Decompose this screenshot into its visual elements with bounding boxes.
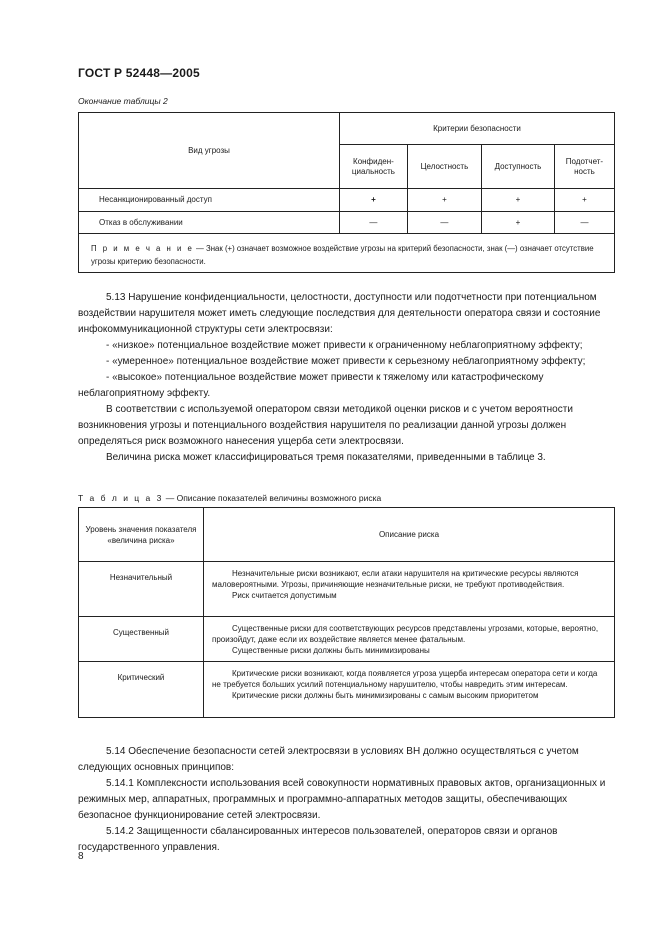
description-line: Существенные риски должны быть минимизированы: [232, 646, 430, 655]
table3-caption-prefix: Т а б л и ц а 3: [78, 493, 164, 503]
table-row: [79, 562, 615, 617]
subheader-confidentiality: Конфиден- циальность: [340, 145, 408, 189]
table-row: [79, 662, 615, 718]
criteria-header: Критерии безопасности: [340, 113, 615, 145]
description-line: Критические риски возникают, когда появляется угроза ущерба интересам оператора сети и когда не требуется больших усилий потенциальному нарушителю, чтобы навредить этим интересам.: [212, 669, 598, 689]
note-text: — Знак (+) означает возможное воздействие угрозы на критерий безопасности, знак (—) означает отсутствие угрозы критерию безопасности.: [91, 244, 594, 266]
table2-caption: Окончание таблицы 2: [78, 96, 168, 106]
table-row: [79, 617, 615, 662]
subheader-availability: Доступность: [482, 145, 555, 189]
risk-level-header: Уровень значения показателя «величина риска»: [79, 508, 204, 562]
paragraph: - «высокое» потенциальное воздействие может привести к тяжелому или катастрофическому неблагоприятному эффекту.: [78, 372, 544, 399]
row-cell: —: [407, 212, 481, 234]
subheader-accountability: Подотчет- ность: [554, 145, 614, 189]
row-cell: —: [554, 212, 614, 234]
risk-level: Незначительный: [79, 562, 204, 617]
paragraph: 5.14.2 Защищенности сбалансированных интересов пользователей, операторов связи и органов государственного управления.: [78, 826, 558, 853]
row-label: Отказ в обслуживании: [79, 212, 340, 234]
paragraph: Величина риска может классифицироваться тремя показателями, приведенными в таблице 3.: [106, 452, 546, 463]
risk-description: [204, 662, 615, 718]
page-number: 8: [78, 851, 84, 862]
risk-level: Существенный: [79, 617, 204, 662]
paragraph: - «низкое» потенциальное воздействие может привести к ограниченному неблагоприятному эффекту;: [106, 340, 583, 351]
body-section-2: [78, 744, 615, 856]
risk-levels-table: [78, 507, 615, 718]
row-cell: —: [340, 212, 408, 234]
row-cell: +: [407, 189, 481, 212]
risk-level: Критический: [79, 662, 204, 718]
description-line: Существенные риски для соответствующих ресурсов представлены угрозами, которые, вероятно, произойдут, даже если их воздействие является менее фатальным.: [212, 624, 599, 644]
paragraph: В соответствии с используемой оператором связи методикой оценки рисков и с учетом вероятности возникновения угрозы и потенциального воздействия нарушителя по реализации данной угрозы должен определяться риск возможного нанесения ущерба сети электросвязи.: [78, 404, 573, 447]
document-header: ГОСТ Р 52448—2005: [78, 66, 200, 80]
row-cell: +: [554, 189, 614, 212]
table3-caption-text: — Описание показателей величины возможного риска: [163, 493, 382, 503]
description-line: Незначительные риски возникают, если атаки нарушителя на критические ресурсы являются маловероятными. Угрозы, причиняющие незначительные риски, не требуют противодействия.: [212, 569, 579, 589]
paragraph: 5.13 Нарушение конфиденциальности, целостности, доступности или подотчетности при потенциальном воздействии нарушителя может иметь следующие последствия для деятельности оператора связи и состояние инфокоммуникационной структуры сети электросвязи:: [78, 292, 601, 335]
description-line: Риск считается допустимым: [232, 591, 337, 600]
description-line: Критические риски должны быть минимизированы с самым высоким приоритетом: [232, 691, 539, 700]
body-section-1: [78, 290, 615, 466]
risk-description: [204, 617, 615, 662]
row-cell: +: [340, 189, 408, 212]
row-cell: +: [482, 212, 555, 234]
paragraph: 5.14.1 Комплексности использования всей совокупности нормативных правовых актов, организационных и режимных мер, аппаратных, программных и программно-аппаратных методов защиты, обеспечивающих безопасное функционирование сетей электросвязи.: [78, 778, 606, 821]
risk-description-header: Описание риска: [204, 508, 615, 562]
note-prefix: П р и м е ч а н и е: [91, 244, 194, 253]
table-row: [79, 189, 615, 212]
table-row: [79, 212, 615, 234]
risk-description: [204, 562, 615, 617]
row-label: Несанкционированный доступ: [79, 189, 340, 212]
table3-caption: [78, 493, 381, 503]
threat-type-header: Вид угрозы: [79, 113, 340, 189]
subheader-integrity: Целостность: [407, 145, 481, 189]
paragraph: - «умеренное» потенциальное воздействие может привести к серьезному неблагоприятному эффекту;: [106, 356, 586, 367]
row-cell: +: [482, 189, 555, 212]
table-note: [79, 234, 615, 273]
security-criteria-table: [78, 112, 615, 273]
paragraph: 5.14 Обеспечение безопасности сетей электросвязи в условиях ВН должно осуществляться с учетом следующих основных принципов:: [78, 746, 579, 773]
